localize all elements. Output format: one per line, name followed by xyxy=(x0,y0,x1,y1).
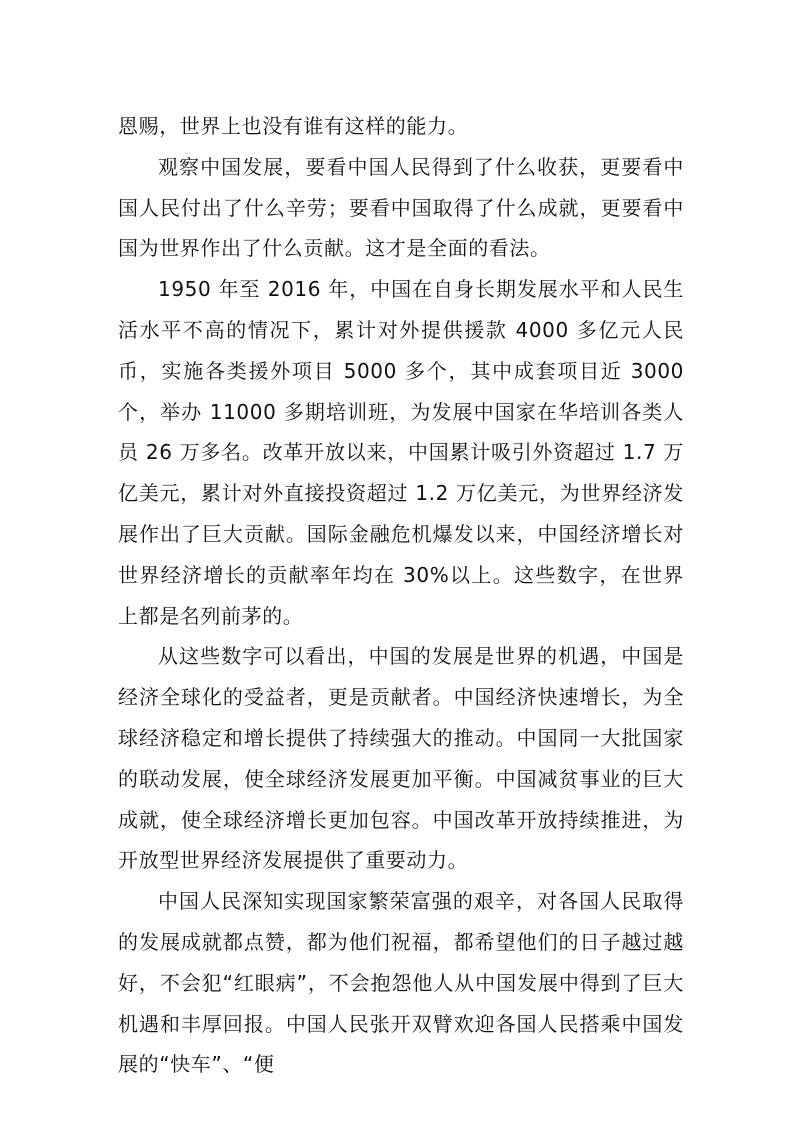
paragraph-statistics: 1950 年至 2016 年，中国在自身长期发展水平和人民生活水平不高的情况下，累计对外提供援款 4000 多亿元人民币，实施各类援外项目 5000 多个，其中成套项目近 3000 个，举办 11000 多期培训班，为发展中国家在华培训各类人员 26 万多名。改革开放以来，中国累计吸引外资超过 1.7 万亿美元，累计对外直接投资超过 1.2 万亿美元，为世界经济发展作出了巨大贡献。国际金融危机爆发以来，中国经济增长对世界经济增长的贡献率年均在 30%以上。这些数字，在世界上都是名列前茅的。 xyxy=(118,277,684,628)
document-page xyxy=(118,106,684,1085)
paragraph-continuation: 恩赐，世界上也没有谁有这样的能力。 xyxy=(118,114,469,138)
paragraph-welcome: 中国人民深知实现国家繁荣富强的艰辛，对各国人民取得的发展成就都点赞，都为他们祝福，都希望他们的日子越过越好，不会犯“红眼病”，不会抱怨他人从中国发展中得到了巨大机遇和丰厚回报。中国人民张开双臂欢迎各国人民搭乘中国发展的“快车”、“便 xyxy=(118,889,684,1077)
paragraph-observation: 观察中国发展，要看中国人民得到了什么收获，更要看中国人民付出了什么辛劳；要看中国取得了什么成就，更要看中国为世界作出了什么贡献。这才是全面的看法。 xyxy=(118,154,684,261)
paragraph-opportunity: 从这些数字可以看出，中国的发展是世界的机遇，中国是经济全球化的受益者，更是贡献者。中国经济快速增长，为全球经济稳定和增长提供了持续强大的推动。中国同一大批国家的联动发展，使全球经济发展更加平衡。中国减贫事业的巨大成就，使全球经济增长更加包容。中国改革开放持续推进，为开放型世界经济发展提供了重要动力。 xyxy=(118,644,684,873)
